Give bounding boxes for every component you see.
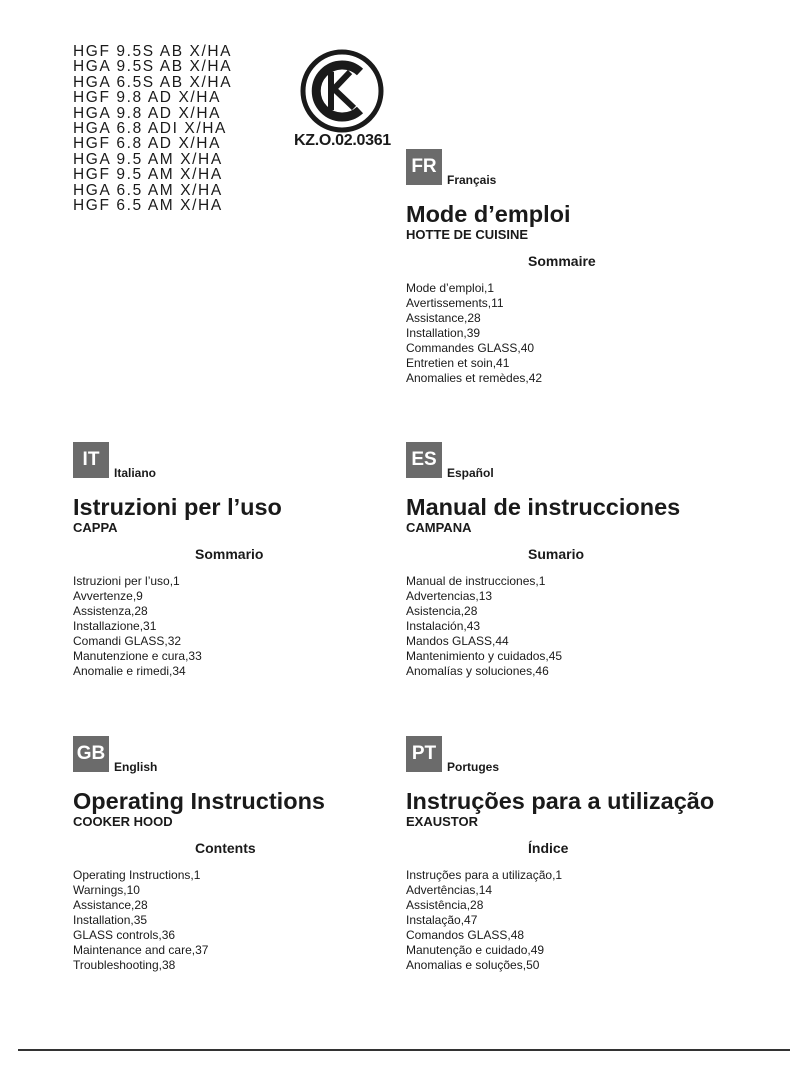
toc-list: [406, 281, 786, 386]
toc-item: Avvertenze,9: [73, 589, 143, 603]
toc-item: Troubleshooting,38: [73, 958, 176, 972]
section-title: Istruzioni per l’uso: [73, 494, 282, 520]
toc-item: Anomalie e rimedi,34: [73, 664, 186, 678]
toc-item: Asistencia,28: [406, 604, 478, 618]
section-it: [73, 442, 453, 679]
model-item: HGA 9.5 AM X/HA: [73, 150, 223, 168]
model-item: HGA 6.5 AM X/HA: [73, 181, 223, 199]
toc-list: [73, 868, 453, 973]
toc-item: Installation,35: [73, 913, 148, 927]
model-item: HGF 9.8 AD X/HA: [73, 89, 222, 107]
model-list: [73, 44, 232, 213]
section-pt: [406, 736, 786, 973]
model-item: HGA 9.5S AB X/HA: [73, 58, 233, 76]
model-item: HGF 9.5 AM X/HA: [73, 166, 223, 184]
section-subtitle: COOKER HOOD: [73, 814, 173, 829]
toc-item: Avertissements,11: [406, 296, 504, 310]
language-header: [406, 149, 786, 189]
toc-item: Advertências,14: [406, 883, 493, 897]
section-fr: [406, 149, 786, 386]
model-item: HGA 6.5S AB X/HA: [73, 73, 233, 91]
toc-item: Istruzioni per l’uso,1: [73, 574, 180, 588]
language-header: [73, 736, 453, 776]
section-subtitle: EXAUSTOR: [406, 814, 478, 829]
model-item: HGF 6.8 AD X/HA: [73, 135, 222, 153]
toc-item: Manutenção e cuidado,49: [406, 943, 545, 957]
toc-heading: Índice: [528, 840, 569, 856]
toc-item: Assistance,28: [73, 898, 148, 912]
model-item: HGF 9.5S AB X/HA: [73, 43, 233, 60]
section-gb: [73, 736, 453, 973]
toc-item: Entretien et soin,41: [406, 356, 510, 370]
toc-item: Assistance,28: [406, 311, 481, 325]
toc-item: Mantenimiento y cuidados,45: [406, 649, 563, 663]
toc-item: Anomalías y soluciones,46: [406, 664, 549, 678]
section-title: Operating Instructions: [73, 788, 325, 814]
footer-divider: [18, 1049, 790, 1051]
language-code-badge: PT: [406, 736, 442, 772]
toc-item: Mandos GLASS,44: [406, 634, 509, 648]
section-title: Mode d’emploi: [406, 201, 571, 227]
language-code-badge: ES: [406, 442, 442, 478]
toc-item: Installazione,31: [73, 619, 157, 633]
language-header: [406, 442, 786, 482]
language-header: [73, 442, 453, 482]
section-title: Instruções para a utilização: [406, 788, 715, 814]
toc-item: GLASS controls,36: [73, 928, 176, 942]
toc-item: Assistenza,28: [73, 604, 148, 618]
toc-list: [73, 574, 453, 679]
toc-item: Comandos GLASS,48: [406, 928, 525, 942]
toc-item: Manual de instrucciones,1: [406, 574, 546, 588]
toc-item: Maintenance and care,37: [73, 943, 209, 957]
section-es: [406, 442, 786, 679]
language-code-badge: FR: [406, 149, 442, 185]
toc-list: [406, 574, 786, 679]
language-code-badge: GB: [73, 736, 109, 772]
toc-item: Operating Instructions,1: [73, 868, 201, 882]
toc-item: Warnings,10: [73, 883, 140, 897]
toc-item: Instalação,47: [406, 913, 478, 927]
model-item: HGA 6.8 ADI X/HA: [73, 120, 227, 138]
model-item: HGA 9.8 AD X/HA: [73, 104, 222, 122]
language-name: Portuges: [447, 760, 500, 774]
language-name: Français: [447, 173, 497, 187]
section-subtitle: HOTTE DE CUISINE: [406, 227, 529, 242]
certification-code: KZ.O.02.0361: [294, 132, 391, 149]
toc-item: Manutenzione e cura,33: [73, 649, 202, 663]
toc-item: Advertencias,13: [406, 589, 493, 603]
language-name: Italiano: [114, 466, 157, 480]
toc-item: Instalación,43: [406, 619, 481, 633]
toc-item: Anomalias e soluções,50: [406, 958, 540, 972]
toc-list: [406, 868, 786, 973]
kz-certification-mark-icon: [298, 48, 388, 136]
section-subtitle: CAMPANA: [406, 520, 472, 535]
toc-item: Mode d’emploi,1: [406, 281, 495, 295]
section-title: Manual de instrucciones: [406, 494, 681, 520]
toc-item: Commandes GLASS,40: [406, 341, 535, 355]
language-code-badge: IT: [73, 442, 109, 478]
toc-item: Instruções para a utilização,1: [406, 868, 563, 882]
model-item: HGF 6.5 AM X/HA: [73, 197, 223, 215]
toc-heading: Sumario: [528, 546, 585, 562]
toc-heading: Contents: [195, 840, 256, 856]
toc-item: Anomalies et remèdes,42: [406, 371, 543, 385]
language-name: English: [114, 760, 158, 774]
language-name: Español: [447, 466, 494, 480]
language-header: [406, 736, 786, 776]
toc-item: Assistência,28: [406, 898, 484, 912]
toc-heading: Sommario: [195, 546, 264, 562]
toc-item: Installation,39: [406, 326, 481, 340]
section-subtitle: CAPPA: [73, 520, 118, 535]
toc-heading: Sommaire: [528, 253, 596, 269]
toc-item: Comandi GLASS,32: [73, 634, 182, 648]
